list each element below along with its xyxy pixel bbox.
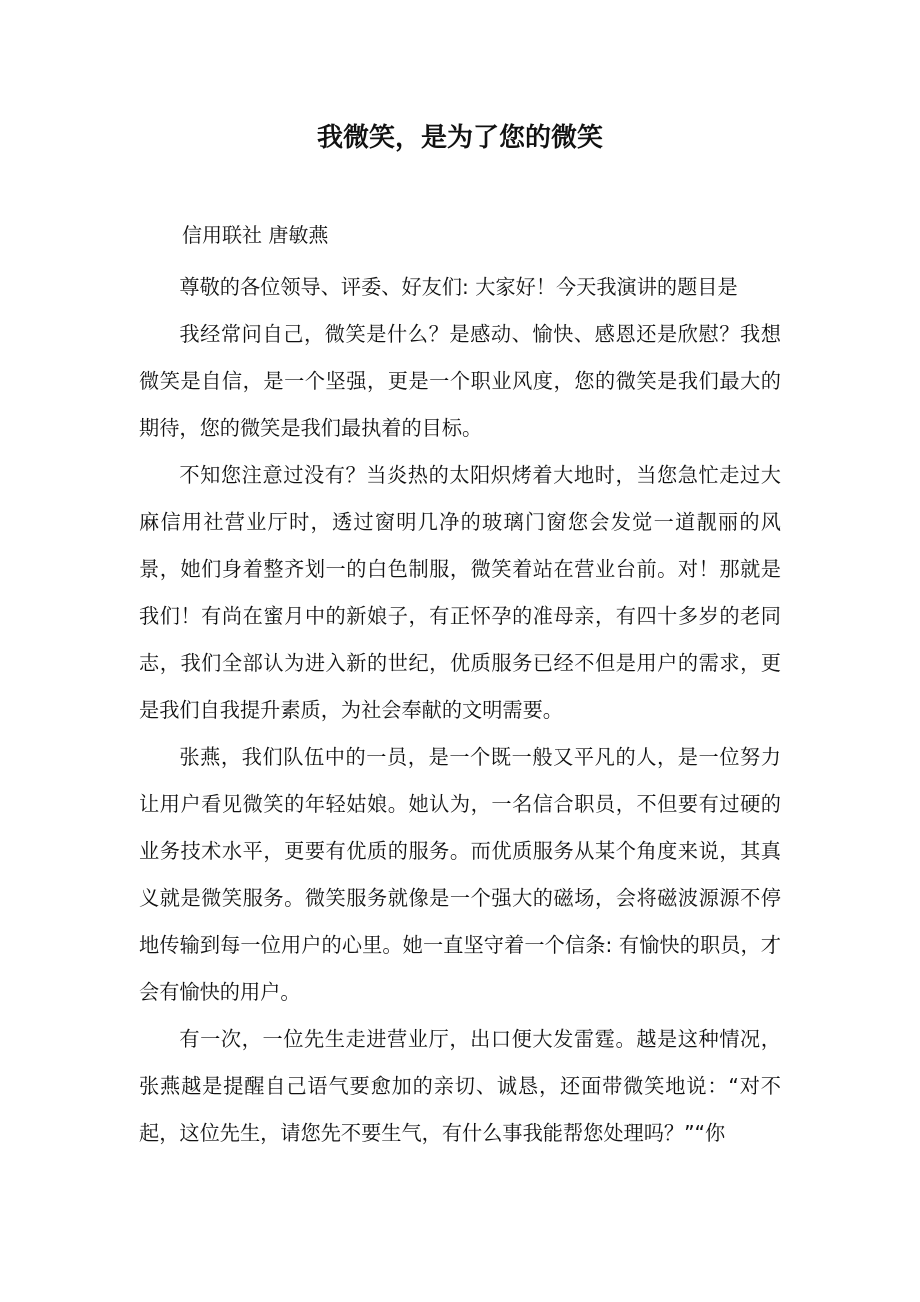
paragraph-business-hall: 不知您注意过没有？当炎热的太阳炽烤着大地时，当您急忙走过大麻信用社营业厅时，透过窗明几净的玻璃门窗您会发觉一道靓丽的风景，她们身着整齐划一的白色制服，微笑着站在营业台前。对！那就是我们！有尚在蜜月中的新娘子，有正怀孕的准母亲，有四十多岁的老同志，我们全部认为进入新的世纪，优质服务已经不但是用户的需求，更是我们自我提升素质，为社会奉献的文明需要。 bbox=[139, 463, 781, 722]
paragraph-what-is-smile: 我经常问自己，微笑是什么？是感动、愉快、感恩还是欣慰？我想微笑是自信，是一个坚强，更是一个职业风度，您的微笑是我们最大的期待，您的微笑是我们最执着的目标。 bbox=[139, 322, 781, 440]
paragraph-zhang-yan: 张燕，我们队伍中的一员，是一个既一般又平凡的人，是一位努力让用户看见微笑的年轻姑娘。她认为，一名信合职员，不但要有过硬的业务技术水平，更要有优质的服务。而优质服务从某个角度来说，其真义就是微笑服务。微笑服务就像是一个强大的磁场，会将磁波源源不停地传输到每一位用户的心里。她一直坚守着一个信条: 有愉快的职员，才会有愉快的用户。 bbox=[139, 745, 781, 1004]
paragraph-one-time: 有一次，一位先生走进营业厅，出口便大发雷霆。越是这种情况，张燕越是提醒自己语气要愈加的亲切、诚恳，还面带微笑地说：“对不起，这位先生，请您先不要生气，有什么事我能帮您处理吗？”“你 bbox=[139, 1027, 781, 1145]
author-line: 信用联社 唐敏燕 bbox=[182, 223, 329, 247]
document-body bbox=[139, 264, 781, 1157]
paragraph-greeting: 尊敬的各位领导、评委、好友们: 大家好！今天我演讲的题目是 bbox=[179, 275, 738, 299]
document-title: 我微笑，是为了您的微笑 bbox=[316, 123, 603, 153]
